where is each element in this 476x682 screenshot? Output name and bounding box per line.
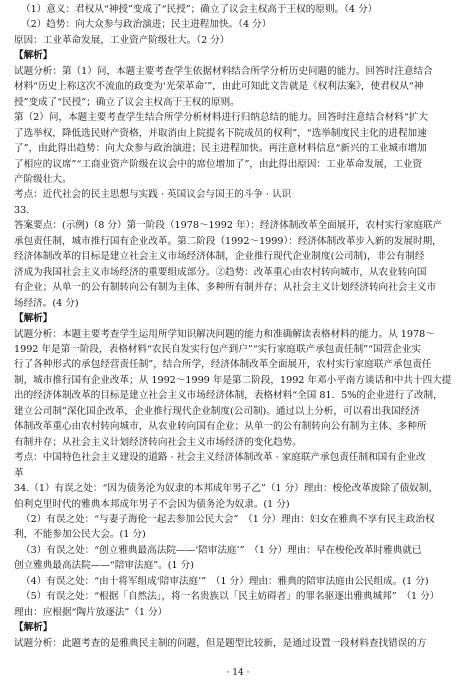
text-line: 伯利克里时代的雅典本邦成年男子不会因为债务沦为奴隶。(1 分) [14,498,290,510]
text-line: 场经济。(4 分) [14,297,79,309]
text-line: 原因：工业革命发展，工业资产阶级壮大。（2 分） [14,34,230,46]
text-line: （3）有误之处：“创立雅典最高法院——‘陪审法庭’” （1 分）理由：早在梭伦改革时雅典就已 [21,544,422,556]
section-heading: 【解析】 [14,50,53,62]
text-line: （2）趋势：向大众参与政治演进；民主进程加快。（4 分） [21,19,272,31]
text-line: 济成为我国社会主义市场经济的重要组成部分。②趋势：改革重心由农村转向城市，从农业转向国 [14,266,427,278]
text-line: （1）意义：君权从“神授”变成了“民授”；确立了议会主权高于王权的原则。（4 分） [21,4,378,15]
text-line: 了”，由此得出趋势：向大众参与政治演进；民主进程加快。再注意材料信息“新兴的工业城市增加 [14,143,427,155]
text-line: 授”变成了“民授”；确立了议会主权高于王权的原则。 [14,96,240,108]
text-line: 1992 年是第一阶段，表格材料“农民自发实行包产到户”“实行家庭联产承包责任制”“国营企业实 [14,343,421,355]
text-line: 行了各种形式的承包经营责任制”，结合所学，经济体制改革全面展开，农村实行家庭联产承包责任 [14,359,432,371]
text-line: （2）有误之处：“与妻子海伦一起去参加公民大会” （1 分）理由：妇女在雅典不享有民主政治权 [21,513,435,525]
text-line: 制，城市推行国有企业改革；从 1992～1999 年是第二阶段，1992 年邓小平南方谈话和中共十四大提 [14,374,452,386]
text-line: 试题分析：第（1）问，本题主要考查学生依据材料结合所学分析历史问题的能力。回答时注意结合 [14,65,433,77]
text-line: 33. [14,204,30,216]
text-line: 第（2）问，本题主要考查学生结合所学分析材料进行归纳总结的能力。回答时注意结合材料“扩大 [14,112,428,124]
text-line: 理由：应根据“陶片放逐法”（1 分） [14,606,168,618]
text-line: （4）有误之处：“由十将军组成‘陪审法庭’” （1 分）理由：雅典的陪审法庭由公民组成。(1 分) [21,575,429,587]
text-line: 试题分析：此题考查的是雅典民主制的问题，但是题型比较新，是通过设置一段材料查找错误的方 [14,637,427,649]
text-line: 经济体制改革的目标是建立社会主义市场经济体制，企业推行现代企业制度(公司制)，非公有制经 [14,251,425,263]
text-line: （5）有误之处：“根据「自然法」，将一名贵族以「民主妨碍者」的罪名驱逐出雅典城邦” （1 分） [21,591,440,603]
text-line: 有企业；从单一的公有制转向公有制为主体、多种所有制并存；从社会主义计划经济转向社会主义市 [14,282,437,294]
section-heading: 【解析】 [14,313,53,325]
text-line: 建立公司制”深化国企改革，企业推行现代企业制度(公司制)。通过以上分析，可以看出我国经济 [14,405,420,417]
text-line: 试题分析：本题主要考查学生运用所学知识解决问题的能力和准确解读表格材料的能力。从 1978～ [14,328,435,340]
text-line: 革 [14,467,24,479]
text-line: 34.（1）有误之处：“因为债务沦为奴隶的本邦成年男子乙”（1 分）理由：梭伦改革废除了债奴制， [14,483,439,495]
section-heading: 【解析】 [14,622,53,634]
answer-text-body [14,2,462,651]
text-line: 了相应的议席”“工商业资产阶级在议会中的席位增加了”，由此得出原因：工业革命发展，工业资 [14,158,423,170]
text-line: 承包责任制，城市推行国有企业改革。第二阶段（1992～1999）：经济体制改革步入新的发展时期， [14,235,442,247]
text-line: 体制改革重心由农村转向城市，从农业转向国有企业；从单一的公有制转向公有制为主体、多种所 [14,421,427,433]
text-line: 材料“历史上称这次不流血的政变为‘光荣革命’”，由此可知此文告就是《权利法案》，使君权从“神 [14,81,424,93]
text-line: 创立雅典最高法院——“陪审法庭”。(1 分) [14,560,194,572]
page-number: · 14 · [226,668,250,678]
text-line: 利，不能参加公民大会。(1 分) [14,529,146,541]
text-line: 答案要点：(示例)（8 分）第一阶段（1978～1992 年）：经济体制改革全面展开，农村实行家庭联产 [14,220,443,232]
text-line: 考点：近代社会的民主思想与实践 · 英国议会与国王的斗争 · 认识 [14,189,292,201]
text-line: 了选举权，降低选民财产资格，并取消由上院提名下院成员的权利”，“选举制度民主化的进程加速 [14,127,427,139]
text-line: 出的经济体制改革的目标是建立社会主义市场经济体制，表格材料“全国 81．5%的企业进行了改制， [14,390,443,402]
text-line: 考点：中国特色社会主义建设的道路 · 社会主义经济体制改革 · 家庭联产承包责任制和国有企业改 [14,452,426,464]
text-line: 有制并存；从社会主义计划经济转向社会主义市场经济的变化趋势。 [14,436,302,448]
text-line: 产阶级壮大。 [14,173,72,185]
